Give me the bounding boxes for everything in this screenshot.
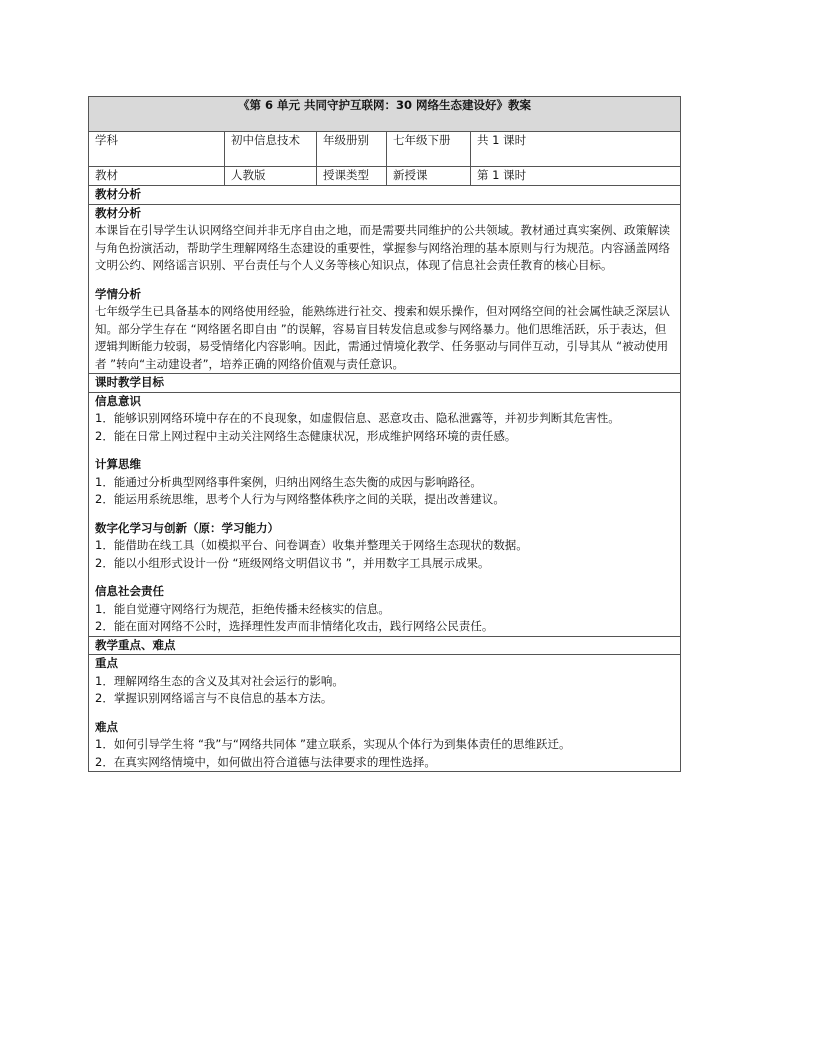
textbook-value: 人教版: [225, 167, 317, 186]
title-row: [89, 97, 681, 132]
keypoints-heading: 教学重点、难点: [89, 636, 681, 655]
total-hours: 共 1 课时: [471, 132, 681, 167]
key-point-item: 2．掌握识别网络谣言与不良信息的基本方法。: [95, 691, 333, 705]
objective-item: 1．能借助在线工具（如模拟平台、问卷调查）收集并整理关于网络生态现状的数据。: [95, 538, 528, 552]
key-points-subtitle: 重点: [95, 656, 118, 670]
objective-item: 2．能在面对网络不公时，选择理性发声而非情绪化攻击，践行网络公民责任。: [95, 619, 494, 633]
info-row-1: [89, 132, 681, 167]
objective-group-title: 计算思维: [95, 457, 141, 471]
objective-group-title: 信息意识: [95, 393, 141, 408]
student-analysis-text: 七年级学生已具备基本的网络使用经验，能熟练进行社交、搜索和娱乐操作，但对网络空间的社会属性缺乏深层认知。部分学生存在 “网络匿名即自由 ”的误解，容易盲目转发信息或参与网络暴力。他们思维活跃，乐于表达，但逻辑判断能力较弱，易受情绪化内容影响。因此，需通过情境化教学、任务驱动与同伴互动，引导其从 “被动使用者 ”转向“主动建设者”，培养正确的网络价值观与责任意识。: [95, 304, 670, 371]
objective-group-title: 数字化学习与创新（原：学习能力）: [95, 520, 279, 535]
objectives-heading: 课时教学目标: [89, 374, 681, 393]
objective-group-title: 信息社会责任: [95, 584, 164, 598]
grade-value: 七年级下册: [387, 132, 471, 167]
objective-item: 1．能够识别网络环境中存在的不良现象，如虚假信息、恶意攻击、隐私泄露等，并初步判断其危害性。: [95, 411, 620, 425]
document-title: 《第 6 单元 共同守护互联网：30 网络生态建设好》教案: [89, 97, 681, 132]
objectives-heading-row: [89, 374, 681, 393]
objective-item: 1．能自觉遵守网络行为规范，拒绝传播未经核实的信息。: [95, 601, 390, 616]
material-analysis-subtitle: 教材分析: [95, 205, 141, 220]
grade-label: 年级册别: [317, 132, 387, 167]
objective-item: 2．能以小组形式设计一份 “班级网络文明倡议书 ”，并用数字工具展示成果。: [95, 555, 490, 570]
student-analysis-subtitle: 学情分析: [95, 286, 141, 301]
difficult-points-subtitle: 难点: [95, 719, 118, 734]
key-point-item: 1．理解网络生态的含义及其对社会运行的影响。: [95, 673, 344, 688]
keypoints-body-row: [89, 655, 681, 772]
difficult-point-item: 1．如何引导学生将 “我”与“网络共同体 ”建立联系，实现从个体行为到集体责任的思维跃迁。: [95, 737, 571, 751]
objectives-body: [89, 392, 681, 636]
lesson-type-label: 授课类型: [317, 167, 387, 186]
lesson-type-value: 新授课: [387, 167, 471, 186]
objective-item: 2．能运用系统思维，思考个人行为与网络整体秩序之间的关联，提出改善建议。: [95, 492, 505, 506]
subject-value: 初中信息技术: [225, 132, 317, 167]
analysis-body-row: [89, 204, 681, 374]
difficult-point-item: 2．在真实网络情境中，如何做出符合道德与法律要求的理性选择。: [95, 754, 436, 769]
info-row-2: [89, 167, 681, 186]
lesson-plan-table: [88, 96, 681, 772]
lesson-plan-sheet: [88, 96, 680, 772]
analysis-heading-row: [89, 186, 681, 205]
objectives-body-row: [89, 392, 681, 636]
textbook-label: 教材: [89, 167, 225, 186]
analysis-body: [89, 204, 681, 374]
objective-item: 2．能在日常上网过程中主动关注网络生态健康状况，形成维护网络环境的责任感。: [95, 428, 517, 443]
analysis-heading: 教材分析: [89, 186, 681, 205]
keypoints-heading-row: [89, 636, 681, 655]
lesson-number: 第 1 课时: [471, 167, 681, 186]
subject-label: 学科: [89, 132, 225, 167]
keypoints-body: [89, 655, 681, 772]
material-analysis-text: 本课旨在引导学生认识网络空间并非无序自由之地，而是需要共同维护的公共领域。教材通过真实案例、政策解读与角色扮演活动，帮助学生理解网络生态建设的重要性，掌握参与网络治理的基本原则与行为规范。内容涵盖网络文明公约、网络谣言识别、平台责任与个人义务等核心知识点，体现了信息社会责任教育的核心目标。: [95, 223, 670, 272]
objective-item: 1．能通过分析典型网络事件案例，归纳出网络生态失衡的成因与影响路径。: [95, 474, 482, 489]
